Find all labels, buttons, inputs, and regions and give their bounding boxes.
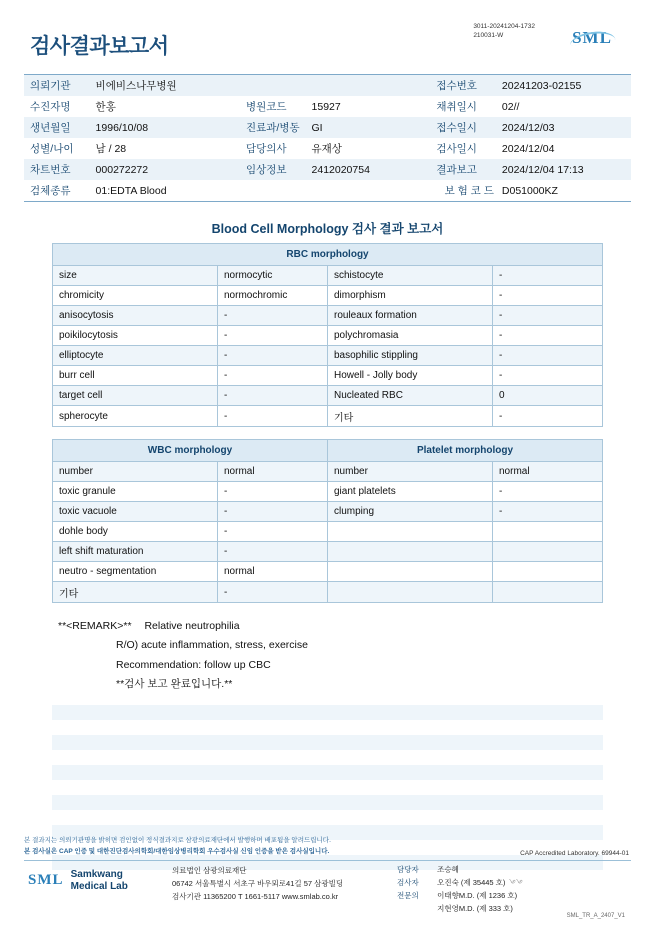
rbc-value: - xyxy=(218,346,328,366)
info-value: 2024/12/04 17:13 xyxy=(498,159,631,180)
plt-value xyxy=(493,562,603,582)
rbc-key: Howell - Jolly body xyxy=(328,366,493,386)
rbc-key: anisocytosis xyxy=(53,306,218,326)
table-row xyxy=(53,482,603,502)
rbc-morphology-table xyxy=(52,243,603,427)
info-value: 2412020754 xyxy=(308,159,431,180)
org-name-line-1: Samkwang xyxy=(70,869,123,880)
info-label: 담당의사 xyxy=(245,143,287,155)
rbc-key: basophilic stippling xyxy=(328,346,493,366)
document-id: SML_TR_A_2407_V1 xyxy=(566,913,625,919)
info-label: 의뢰기관 xyxy=(24,75,92,96)
table-row xyxy=(53,326,603,346)
rbc-value: - xyxy=(218,406,328,427)
info-value: 한홍 xyxy=(95,101,116,113)
rbc-value: - xyxy=(218,306,328,326)
wbc-table-header: WBC morphology xyxy=(53,440,328,462)
remark-line-2: R/O) acute inflammation, stress, exercise xyxy=(116,639,308,652)
wbc-value: - xyxy=(218,582,328,603)
plt-key xyxy=(328,582,493,603)
info-value: 1996/10/08 xyxy=(92,117,240,138)
wbc-value: - xyxy=(218,522,328,542)
rbc-value: - xyxy=(493,326,603,346)
info-label xyxy=(240,180,308,201)
code-line-1: 3011-20241204-1732 xyxy=(473,23,535,30)
rbc-key: burr cell xyxy=(53,366,218,386)
info-label: 결과보고 xyxy=(430,159,498,180)
remark-line-3: Recommendation: follow up CBC xyxy=(116,658,271,671)
filler-row xyxy=(52,750,603,765)
info-value: 02// xyxy=(501,100,520,113)
plt-key xyxy=(328,522,493,542)
code-line-2: 210031-W xyxy=(473,32,504,40)
wbc-key: number xyxy=(53,462,218,482)
info-value: 비에비스나무병원 xyxy=(92,75,240,96)
wbc-key: toxic granule xyxy=(53,482,218,502)
table-row xyxy=(53,386,603,406)
report-subtitle: Blood Cell Morphology 검사 결과 보고서 xyxy=(211,222,444,236)
info-label: 생년월일 xyxy=(24,117,92,138)
rbc-value: - xyxy=(493,306,603,326)
info-value: D051000KZ xyxy=(501,184,558,197)
signature-value: 이태향M.D. (제 1236 호) xyxy=(437,891,518,901)
info-label: 접수일시 xyxy=(430,117,498,138)
filler-row xyxy=(52,780,603,795)
plt-value: - xyxy=(493,482,603,502)
filler-row xyxy=(52,795,603,810)
info-value: 남 / 28 xyxy=(95,143,127,155)
rbc-value: - xyxy=(493,346,603,366)
plt-key: clumping xyxy=(328,502,493,522)
wbc-value: - xyxy=(218,502,328,522)
rbc-key: polychromasia xyxy=(328,326,493,346)
barcode-codes xyxy=(473,22,535,41)
info-label: 채취일시 xyxy=(436,101,477,113)
table-row xyxy=(53,266,603,286)
signature-row xyxy=(397,876,627,889)
signature-label: 전문의 xyxy=(397,891,419,901)
rbc-key: poikilocytosis xyxy=(53,326,218,346)
info-label: 진료과/병동 xyxy=(240,117,308,138)
info-label: 접수번호 xyxy=(430,75,498,96)
footer-org-name xyxy=(71,869,128,892)
filler-row xyxy=(52,720,603,735)
rbc-value: - xyxy=(493,406,603,427)
info-label: 보 험 코 드 xyxy=(444,185,494,197)
filler-row xyxy=(52,735,603,750)
rbc-key: size xyxy=(53,266,218,286)
rbc-value: normochromic xyxy=(218,286,328,306)
rbc-table-header: RBC morphology xyxy=(53,244,603,266)
info-label: 검체종류 xyxy=(30,185,71,197)
table-gap xyxy=(24,427,631,439)
rbc-value: 0 xyxy=(493,386,603,406)
info-label: 수진자명 xyxy=(30,101,71,113)
rbc-key: elliptocyte xyxy=(53,346,218,366)
plt-key: number xyxy=(328,462,493,482)
address-line-3: 검사기관 11365200 T 1661-5117 www.smlab.co.kr xyxy=(172,891,339,901)
rbc-key: chromicity xyxy=(53,286,218,306)
signature-mark-icon: ࿓ ࿓ xyxy=(507,878,521,888)
remark-line-4: **검사 보고 완료입니다.** xyxy=(116,678,233,691)
footer-note-1: 본 결과지는 의뢰기관명을 밝히면 검인없이 정식결과지로 삼광의료재단에서 발행하며 배포됨을 알려드립니다. xyxy=(24,837,331,845)
info-label: 성별/나이 xyxy=(30,143,74,155)
signature-label: 담당자 xyxy=(397,865,419,874)
wbc-key: neutro - segmentation xyxy=(53,562,218,582)
wbc-key: 기타 xyxy=(53,582,218,603)
rbc-value: normocytic xyxy=(218,266,328,286)
address-line-2: 06742 서울특별시 서초구 바우뫼로41길 57 삼광빌딩 xyxy=(172,878,344,888)
filler-row xyxy=(52,810,603,825)
org-name-line-2: Medical Lab xyxy=(70,880,128,892)
table-row xyxy=(53,406,603,427)
footer-address xyxy=(172,865,343,903)
rbc-value: - xyxy=(493,286,603,306)
plt-value xyxy=(493,542,603,562)
footer-logo-icon xyxy=(28,869,156,892)
info-row xyxy=(24,75,631,96)
wbc-value: - xyxy=(218,482,328,502)
table-row xyxy=(53,346,603,366)
rbc-key: target cell xyxy=(53,386,218,406)
plt-key xyxy=(328,562,493,582)
info-value: 20241203-02155 xyxy=(498,75,631,96)
footer-notes xyxy=(24,836,631,861)
wbc-value: normal xyxy=(218,462,328,482)
cap-accreditation: CAP Accredited Laboratory. 69944-01 xyxy=(520,850,629,857)
info-row xyxy=(24,96,631,117)
wbc-key: left shift maturation xyxy=(53,542,218,562)
info-row xyxy=(24,117,631,138)
wbc-key: toxic vacuole xyxy=(53,502,218,522)
table-row xyxy=(53,286,603,306)
info-row xyxy=(24,138,631,159)
rbc-value: - xyxy=(218,366,328,386)
info-value xyxy=(308,75,431,96)
table-row xyxy=(53,542,603,562)
table-row xyxy=(53,462,603,482)
rbc-key: spherocyte xyxy=(53,406,218,427)
plt-key: giant platelets xyxy=(328,482,493,502)
rbc-key: schistocyte xyxy=(328,266,493,286)
table-row xyxy=(53,306,603,326)
address-line-1: 의료법인 삼광의료재단 xyxy=(172,866,247,875)
info-row xyxy=(24,159,631,180)
sml-logo-text: SML xyxy=(572,28,612,47)
info-value: 유재상 xyxy=(311,143,342,155)
wbc-key: dohle body xyxy=(53,522,218,542)
table-row xyxy=(53,502,603,522)
remark-label: **<REMARK>** xyxy=(58,620,132,632)
table-row xyxy=(53,366,603,386)
plt-value: normal xyxy=(493,462,603,482)
plt-value: - xyxy=(493,502,603,522)
wbc-value: - xyxy=(218,542,328,562)
wbc-table-wrapper xyxy=(24,439,631,603)
info-label: 검사일시 xyxy=(436,143,477,155)
info-value: 2024/12/03 xyxy=(498,117,631,138)
info-value: 2024/12/04 xyxy=(501,142,555,155)
platelet-table-header: Platelet morphology xyxy=(328,440,603,462)
rbc-key: rouleaux formation xyxy=(328,306,493,326)
table-row xyxy=(53,562,603,582)
wbc-platelet-morphology-table xyxy=(52,439,603,603)
info-label: 병원코드 xyxy=(245,101,287,113)
signature-value: 오진숙 (제 35445 호) xyxy=(437,878,506,888)
report-footer xyxy=(0,836,655,925)
signature-row xyxy=(397,863,627,876)
table-row xyxy=(53,582,603,603)
patient-info-table xyxy=(24,74,631,202)
rbc-key: 기타 xyxy=(328,406,493,427)
info-value: 000272272 xyxy=(92,159,240,180)
rbc-key: dimorphism xyxy=(328,286,493,306)
footer-main xyxy=(24,863,631,917)
table-row xyxy=(53,522,603,542)
info-row xyxy=(24,180,631,201)
signature-row xyxy=(397,889,627,902)
rbc-value: - xyxy=(218,326,328,346)
info-value: 15927 xyxy=(311,100,341,113)
info-label: 임상정보 xyxy=(240,159,308,180)
remark-section xyxy=(24,617,631,695)
signature-label: 검사자 xyxy=(397,878,419,888)
filler-row xyxy=(52,705,603,720)
info-label xyxy=(240,75,308,96)
remark-text: Relative neutrophilia xyxy=(144,620,240,632)
signature-value: 조승혜 xyxy=(437,865,459,874)
rbc-value: - xyxy=(493,266,603,286)
wbc-value: normal xyxy=(218,562,328,582)
footer-note-2: 본 검사실은 CAP 인증 및 대한진단검사의학회/대한임상병리학회 우수검사실 신임 인증을 받은 검사실입니다. xyxy=(24,847,330,855)
plt-key xyxy=(328,542,493,562)
rbc-key: Nucleated RBC xyxy=(328,386,493,406)
info-value xyxy=(308,180,431,201)
rbc-table-wrapper xyxy=(24,243,631,427)
info-value: 01:EDTA Blood xyxy=(95,184,167,197)
page-title: 검사결과보고서 xyxy=(30,35,169,58)
footer-logo-mark: SML xyxy=(28,872,64,888)
signature-value: 지현영M.D. (제 333 호) xyxy=(437,904,513,914)
sml-logo-icon xyxy=(561,28,623,47)
report-header xyxy=(24,18,631,70)
remark-line-1 xyxy=(52,617,603,636)
footer-signatures xyxy=(397,863,627,916)
info-value: GI xyxy=(308,117,431,138)
rbc-value: - xyxy=(218,386,328,406)
plt-value xyxy=(493,522,603,542)
plt-value xyxy=(493,582,603,603)
rbc-value: - xyxy=(493,366,603,386)
filler-row xyxy=(52,765,603,780)
info-label: 차트번호 xyxy=(24,159,92,180)
